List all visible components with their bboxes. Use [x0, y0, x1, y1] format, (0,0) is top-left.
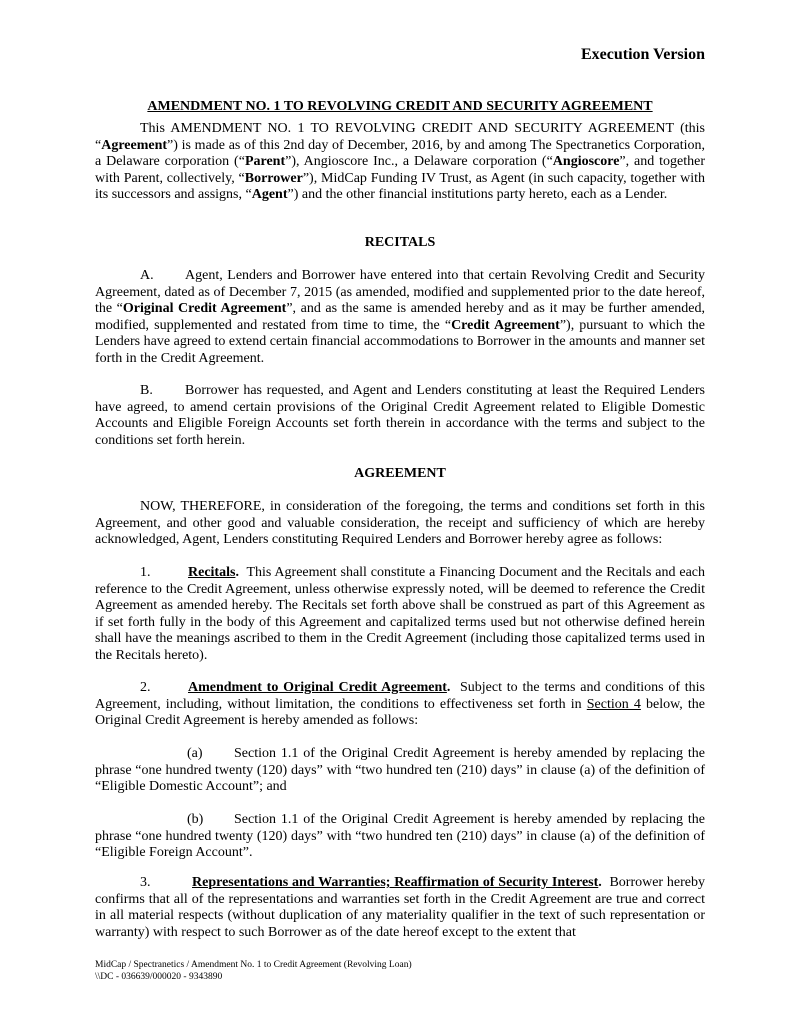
section-2-heading: Amendment to Original Credit Agreement — [188, 680, 447, 695]
section-2-clause-b: (b) Section 1.1 of the Original Credit Agreement is hereby amended by replacing the phrase “one hundred twenty (120) days” with “two hundred ten (210) days” in clause (a) of the definition of “Eligible Foreign Account”. — [95, 812, 705, 860]
recitals-heading: RECITALS — [364, 235, 436, 250]
section-1-heading: Recitals — [188, 565, 236, 580]
recital-b: B. Borrower has requested, and Agent and Lenders constituting at least the Required Lenders have agreed, to amend certain provisions of the Original Credit Agreement related to Eligible Domestic Accounts and Eligible Foreign Accounts set forth therein in accordance with the terms and subject to the conditions set forth herein. — [95, 383, 705, 448]
document-title: AMENDMENT NO. 1 TO REVOLVING CREDIT AND SECURITY AGREEMENT — [147, 99, 653, 114]
section-2-clause-a: (a) Section 1.1 of the Original Credit Agreement is hereby amended by replacing the phrase “one hundred twenty (120) days” with “two hundred ten (210) days” in clause (a) of the definition of “Eligible Domestic Account”; and — [95, 746, 705, 794]
now-therefore-paragraph: NOW, THEREFORE, in consideration of the foregoing, the terms and conditions set forth in this Agreement, and other good and valuable consideration, the receipt and sufficiency of which are hereby acknowledged, Agent, Lenders constituting Required Lenders and Borrower hereby agree as follows: — [95, 499, 705, 547]
footer-line-2: \\DC - 036639/000020 - 9343890 — [95, 972, 223, 982]
execution-version-label: Execution Version — [580, 46, 705, 63]
section-1-recitals: 1. Recitals. This Agreement shall constitute a Financing Document and the Recitals and each reference to the Credit Agreement, unless otherwise expressly noted, will be deemed to reference the Credit Agreement as amended hereby. The Recitals set forth above shall be construed as part of this Agreement as if set forth fully in the body of this Agreement and capitalized terms used but not otherwise defined herein shall have the meanings ascribed to them in the Credit Agreement (including those capitalized terms used in the Recitals hereto). — [95, 565, 706, 663]
recital-a: A. Agent, Lenders and Borrower have entered into that certain Revolving Credit and Security Agreement, dated as of December 7, 2015 (as amended, modified and supplemented prior to the date hereof, the “Original Credit Agreement”, and as the same is amended hereby and as it may be further amended, modified, supplemented and restated from time to time, the “Credit Agreement”), pursuant to which the Lenders have agreed to extend certain financial accommodations to Borrower in the amounts and manner set forth in the Credit Agreement. — [95, 268, 705, 366]
footer-line-1: MidCap / Spectranetics / Amendment No. 1 to Credit Agreement (Revolving Loan) — [95, 960, 412, 970]
section-4-reference: Section 4 — [586, 696, 641, 712]
agreement-heading: AGREEMENT — [354, 466, 446, 481]
section-3-representations: 3. Representations and Warranties; Reaffirmation of Security Interest. Borrower hereby confirms that all of the representations and warranties set forth in the Credit Agreement are true and correct in all material respects (without duplication of any materiality qualifier in the text of such representation or warranty) with respect to such Borrower as of the date hereof except to the extent that — [95, 875, 705, 940]
section-3-heading: Representations and Warranties; Reaffirmation of Security Interest — [192, 875, 599, 890]
intro-paragraph: This AMENDMENT NO. 1 TO REVOLVING CREDIT AND SECURITY AGREEMENT (this “Agreement”) is made as of this 2nd day of December, 2016, by and among The Spectranetics Corporation, a Delaware corporation (“Parent”), Angioscore Inc., a Delaware corporation (“Angioscore”, and together with Parent, collectively, “Borrower”), MidCap Funding IV Trust, as Agent (in such capacity, together with its successors and assigns, “Agent”) and the other financial institutions party hereto, each as a Lender. — [95, 121, 706, 202]
page-footer — [95, 959, 705, 983]
section-2-amendment: 2. Amendment to Original Credit Agreement. Subject to the terms and conditions of this Agreement, including, without limitation, the conditions to effectiveness set forth in Section 4 below, the Original Credit Agreement is hereby amended as follows: — [95, 680, 706, 728]
